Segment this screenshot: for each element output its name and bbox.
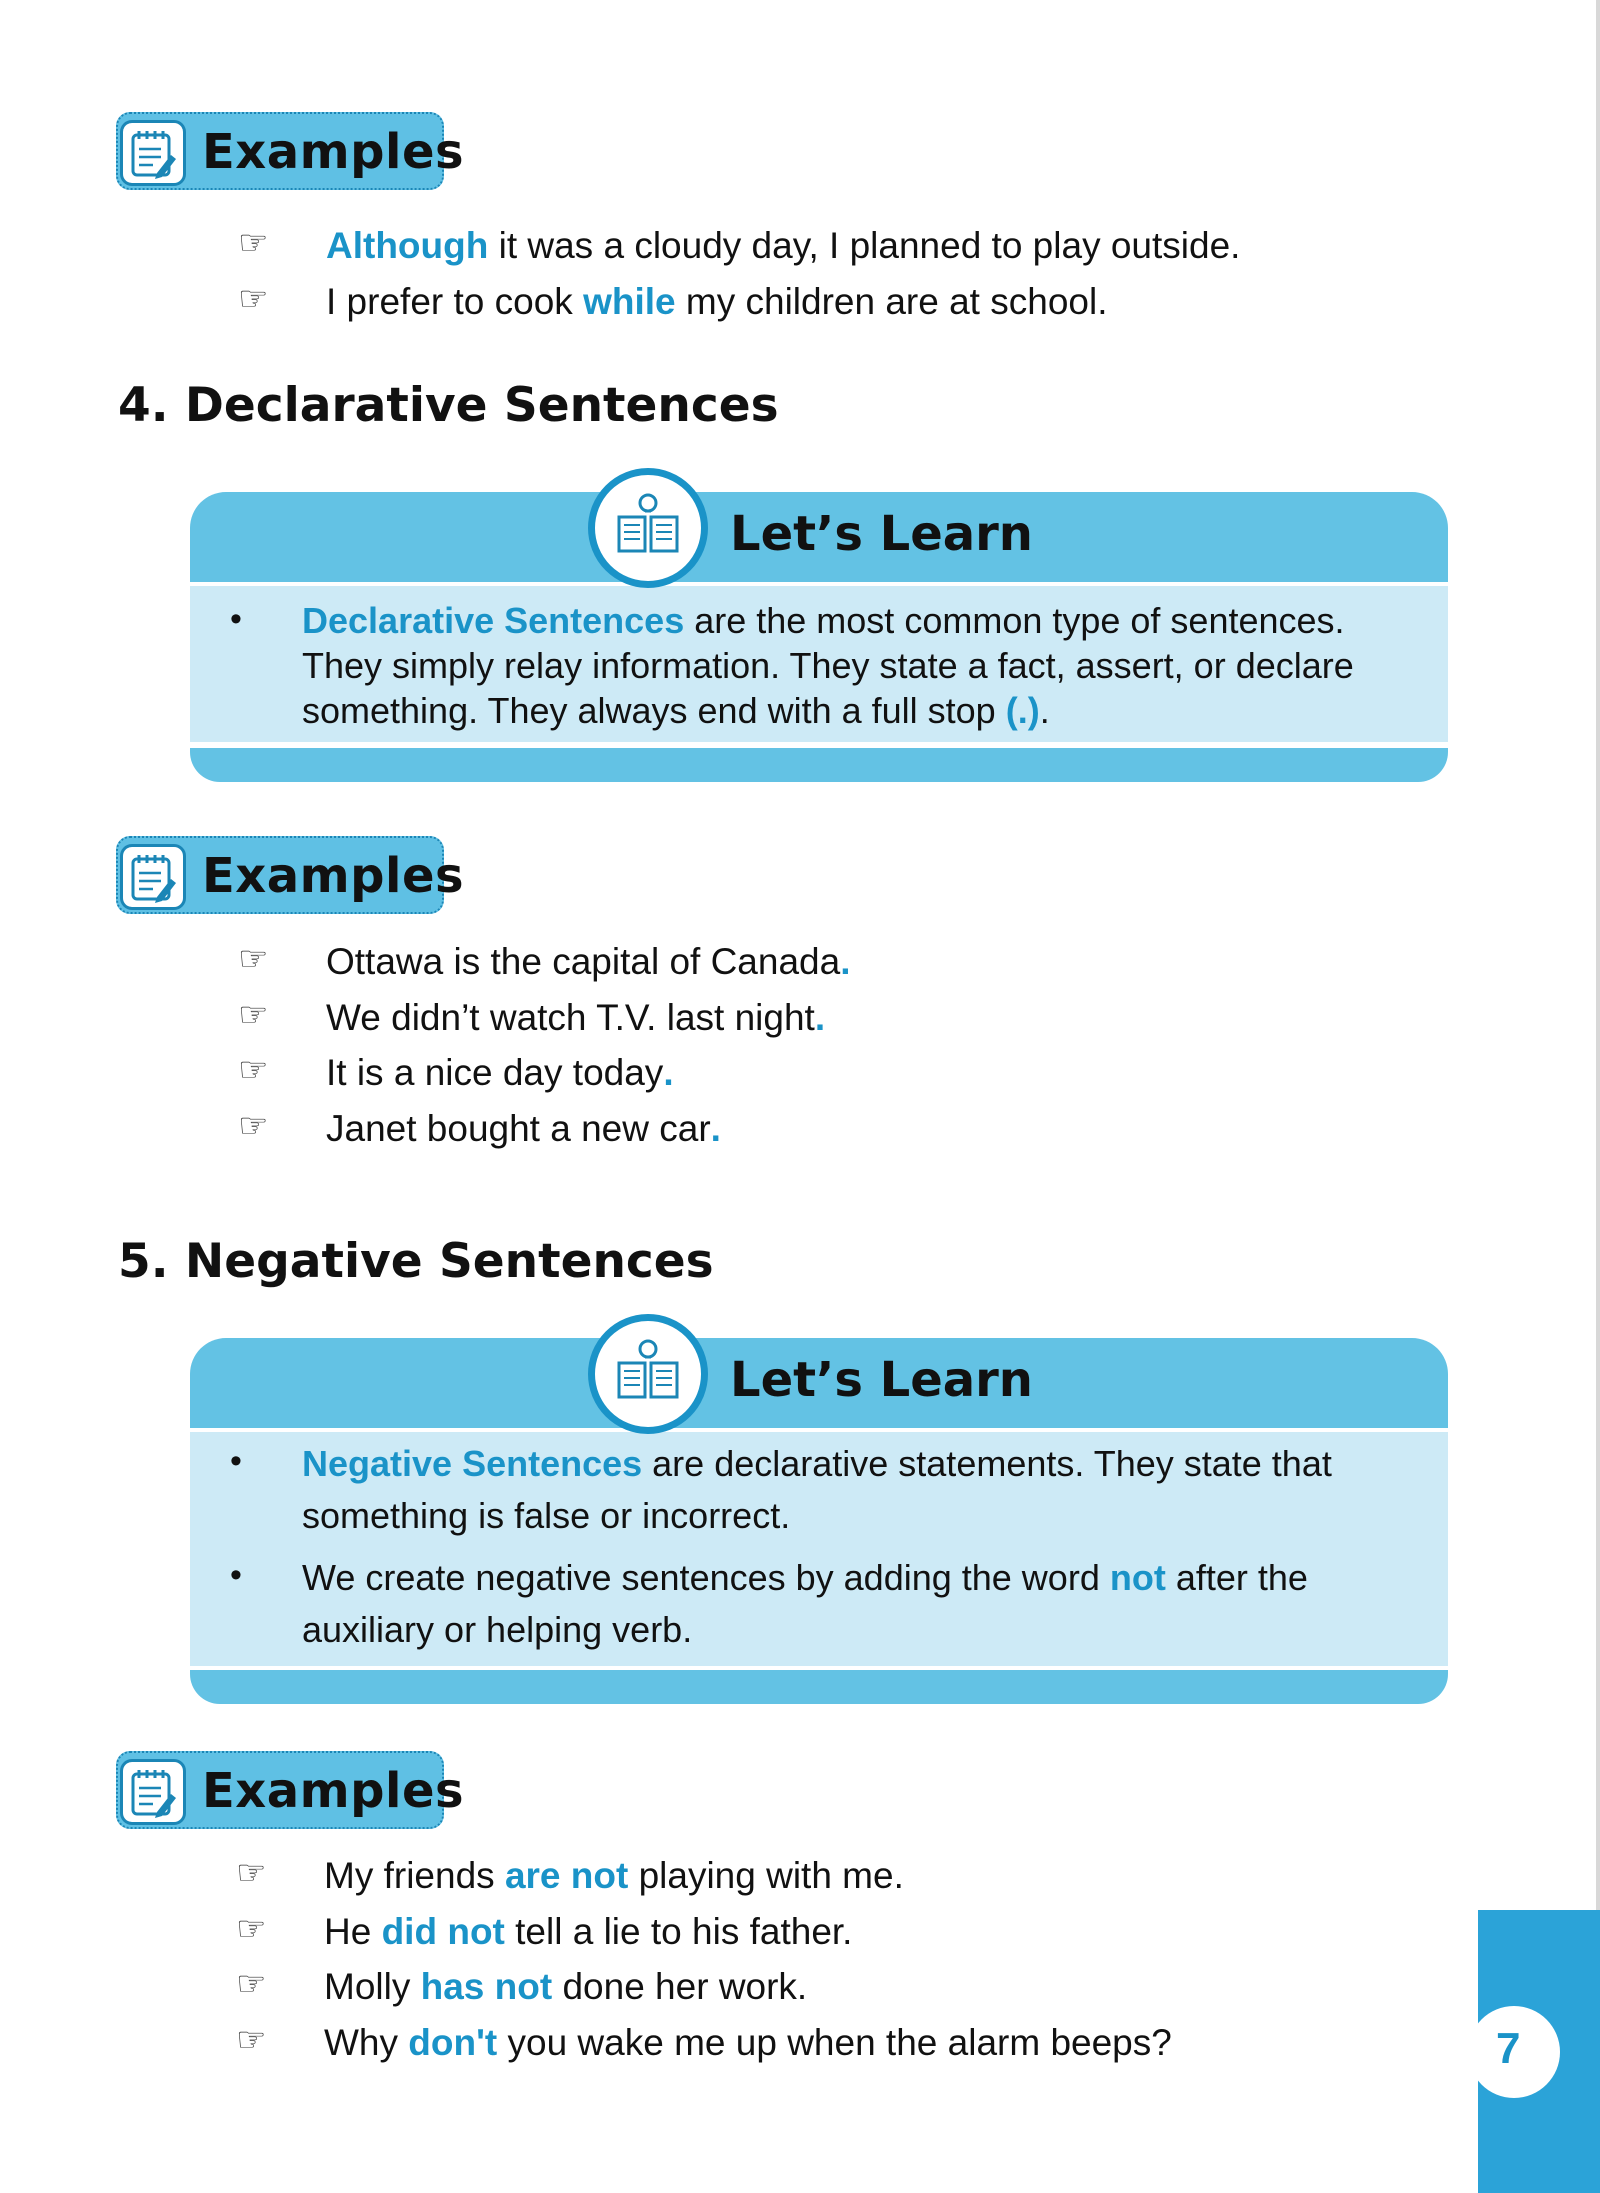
examples-title: Examples [202,848,465,904]
examples-badge [116,836,465,914]
lets-learn-box-negative [190,1338,1448,1706]
page-number: 7 [1496,2024,1521,2073]
pointing-hand-icon: ☞ [238,224,269,262]
pointing-hand-icon: ☞ [238,1106,269,1145]
pointing-hand-icon: ☞ [238,279,269,318]
pointing-hand-icon: ☞ [236,1909,267,1948]
page-edge [1596,0,1600,1910]
lets-learn-box-declarative [190,492,1448,792]
pointing-hand-icon: ☞ [238,995,269,1034]
book-lightbulb-icon [588,1314,708,1434]
examples-title: Examples [202,124,465,180]
lets-learn-title: Let’s Learn [730,506,1033,562]
learn-paragraph-1: Negative Sentences are declarative statements. They state that something is false or incorrect. [302,1443,1332,1536]
examples-badge [116,1751,465,1829]
examples-badge [116,112,465,190]
bullet: • [230,1556,242,1594]
bullet: • [230,600,242,638]
notebook-pencil-icon [120,1759,186,1825]
learn-paragraph-2: We create negative sentences by adding the word not after the auxiliary or helping verb. [302,1557,1308,1650]
notebook-pencil-icon [120,120,186,186]
pointing-hand-icon: ☞ [238,940,269,978]
examples-title: Examples [202,1763,465,1819]
pointing-hand-icon: ☞ [236,1965,267,2003]
pointing-hand-icon: ☞ [236,2020,267,2059]
notebook-pencil-icon [120,844,186,910]
book-lightbulb-icon [588,468,708,588]
learn-paragraph: Declarative Sentences are the most common type of sentences. They simply relay information. They state a fact, assert, or declare something. They always end with a full stop (.). [302,600,1354,731]
pointing-hand-icon: ☞ [236,1854,267,1892]
section-heading-negative: 5. Negative Sentences [118,1234,714,1289]
section-heading-declarative: 4. Declarative Sentences [118,378,779,433]
lets-learn-title: Let’s Learn [730,1352,1033,1408]
bullet: • [230,1442,242,1480]
pointing-hand-icon: ☞ [238,1051,269,1089]
